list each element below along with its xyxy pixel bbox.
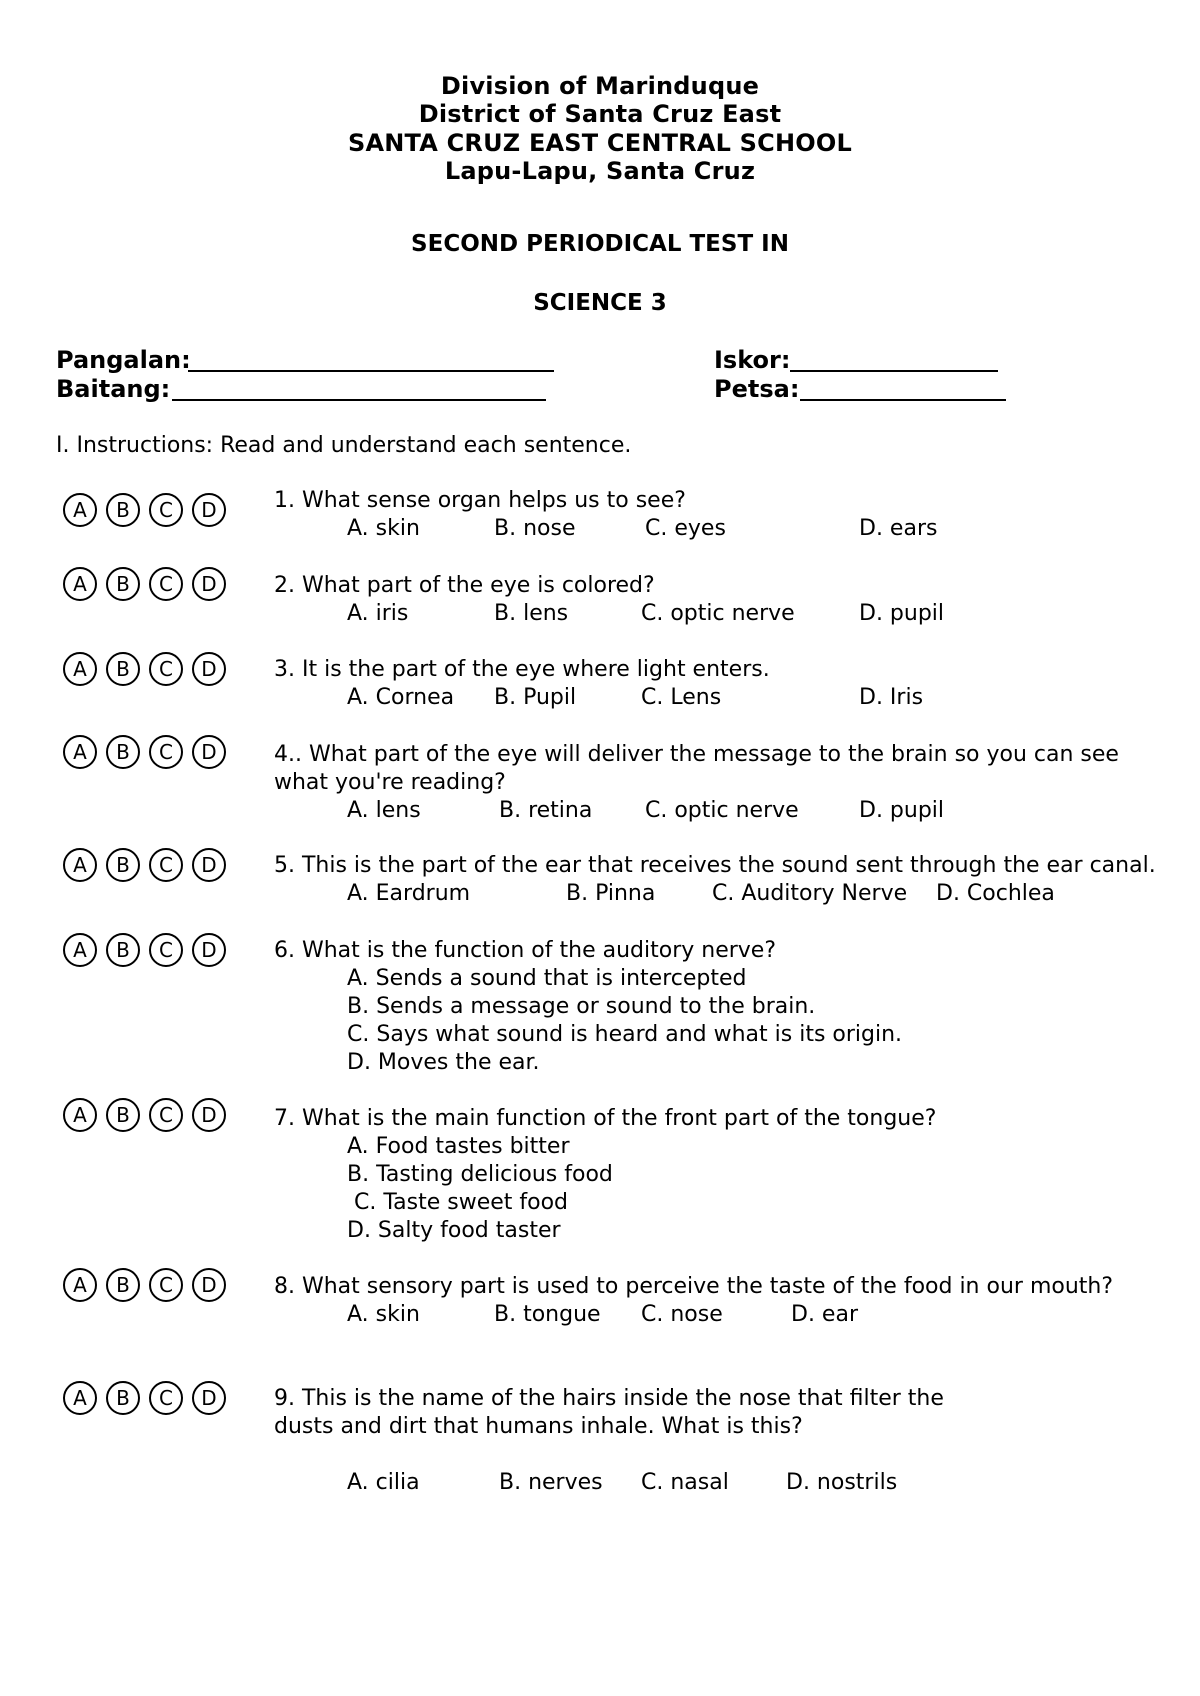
- bubble-d[interactable]: D: [192, 567, 226, 601]
- school-name: SANTA CRUZ EAST CENTRAL SCHOOL: [348, 129, 852, 157]
- bubble-b[interactable]: B: [106, 1098, 140, 1132]
- question-9-text-line1: 9. This is the name of the hairs inside the nose that filter the: [274, 1386, 944, 1411]
- answer-bubbles-q1: [63, 493, 226, 527]
- q2-choice-d: D. pupil: [859, 601, 945, 626]
- question-4-text: 4.. What part of the eye will deliver the message to the brain so you can see what you're reading?: [274, 742, 1119, 795]
- bubble-a[interactable]: A: [63, 1381, 97, 1415]
- answer-bubbles-q8: [63, 1268, 226, 1302]
- bubble-a[interactable]: A: [63, 1268, 97, 1302]
- bubble-b[interactable]: B: [106, 1268, 140, 1302]
- question-1-text: 1. What sense organ helps us to see?: [274, 488, 686, 513]
- bubble-a[interactable]: A: [63, 933, 97, 967]
- q7-choice-d: D. Salty food taster: [347, 1218, 561, 1243]
- division-name: Division of Marinduque: [440, 72, 760, 100]
- q5-choice-b: B. Pinna: [566, 881, 656, 906]
- bubble-d[interactable]: D: [192, 1268, 226, 1302]
- q5-choice-c: C. Auditory Nerve: [712, 881, 908, 906]
- question-3-text: 3. It is the part of the eye where light enters.: [274, 657, 770, 682]
- bubble-b[interactable]: B: [106, 567, 140, 601]
- district-name: District of Santa Cruz East: [418, 100, 782, 128]
- bubble-a[interactable]: A: [63, 493, 97, 527]
- q7-choice-b: B. Tasting delicious food: [347, 1162, 613, 1187]
- bubble-d[interactable]: D: [192, 1381, 226, 1415]
- question-2-text: 2. What part of the eye is colored?: [274, 573, 655, 598]
- q4-choice-b: B. retina: [499, 798, 593, 823]
- bubble-a[interactable]: A: [63, 1098, 97, 1132]
- q3-choice-c: C. Lens: [641, 685, 722, 710]
- bubble-b[interactable]: B: [106, 1381, 140, 1415]
- answer-bubbles-q5: [63, 848, 226, 882]
- answer-bubbles-q7: [63, 1098, 226, 1132]
- bubble-d[interactable]: D: [192, 652, 226, 686]
- test-subject: SCIENCE 3: [533, 290, 667, 316]
- q9-choice-a: A. cilia: [347, 1470, 420, 1495]
- q2-choice-c: C. optic nerve: [641, 601, 795, 626]
- q7-choice-c: C. Taste sweet food: [354, 1190, 569, 1215]
- q6-choice-a: A. Sends a sound that is intercepted: [347, 966, 747, 991]
- q3-choice-d: D. Iris: [859, 685, 924, 710]
- q5-choice-d: D. Cochlea: [936, 881, 1055, 906]
- bubble-c[interactable]: C: [149, 735, 183, 769]
- bubble-d[interactable]: D: [192, 735, 226, 769]
- bubble-b[interactable]: B: [106, 933, 140, 967]
- answer-bubbles-q9: [63, 1381, 226, 1415]
- q3-choice-b: B. Pupil: [494, 685, 577, 710]
- answer-bubbles-q2: [63, 567, 226, 601]
- date-label: Petsa:: [714, 375, 800, 403]
- score-blank[interactable]: [790, 370, 998, 372]
- bubble-b[interactable]: B: [106, 493, 140, 527]
- bubble-c[interactable]: C: [149, 1381, 183, 1415]
- answer-bubbles-q3: [63, 652, 226, 686]
- test-title: SECOND PERIODICAL TEST IN: [411, 231, 789, 257]
- bubble-a[interactable]: A: [63, 735, 97, 769]
- q1-choice-b: B. nose: [494, 516, 576, 541]
- bubble-a[interactable]: A: [63, 652, 97, 686]
- school-address: Lapu-Lapu, Santa Cruz: [444, 157, 756, 185]
- instructions: I. Instructions: Read and understand each sentence.: [56, 433, 632, 458]
- name-label: Pangalan:: [56, 346, 191, 374]
- name-blank[interactable]: [188, 370, 554, 372]
- bubble-d[interactable]: D: [192, 848, 226, 882]
- q9-choice-d: D. nostrils: [786, 1470, 898, 1495]
- q8-choice-c: C. nose: [641, 1302, 723, 1327]
- q6-choice-c: C. Says what sound is heard and what is its origin.: [347, 1022, 903, 1047]
- answer-bubbles-q4: [63, 735, 226, 769]
- q2-choice-b: B. lens: [494, 601, 569, 626]
- q1-choice-d: D. ears: [859, 516, 938, 541]
- q4-choice-d: D. pupil: [859, 798, 945, 823]
- q4-choice-a: A. lens: [347, 798, 421, 823]
- bubble-c[interactable]: C: [149, 933, 183, 967]
- q8-choice-b: B. tongue: [494, 1302, 601, 1327]
- q6-choice-b: B. Sends a message or sound to the brain.: [347, 994, 816, 1019]
- q5-choice-a: A. Eardrum: [347, 881, 471, 906]
- answer-bubbles-q6: [63, 933, 226, 967]
- bubble-c[interactable]: C: [149, 493, 183, 527]
- q3-choice-a: A. Cornea: [347, 685, 455, 710]
- grade-label: Baitang:: [56, 375, 171, 403]
- q8-choice-d: D. ear: [791, 1302, 858, 1327]
- bubble-b[interactable]: B: [106, 735, 140, 769]
- score-label: Iskor:: [714, 346, 791, 374]
- bubble-d[interactable]: D: [192, 493, 226, 527]
- bubble-b[interactable]: B: [106, 848, 140, 882]
- question-5-text: 5. This is the part of the ear that receives the sound sent through the ear canal.: [274, 853, 1156, 878]
- question-6-text: 6. What is the function of the auditory nerve?: [274, 938, 777, 963]
- bubble-b[interactable]: B: [106, 652, 140, 686]
- q1-choice-a: A. skin: [347, 516, 420, 541]
- bubble-c[interactable]: C: [149, 652, 183, 686]
- q7-choice-a: A. Food tastes bitter: [347, 1134, 570, 1159]
- q9-choice-b: B. nerves: [499, 1470, 603, 1495]
- q6-choice-d: D. Moves the ear.: [347, 1050, 540, 1075]
- bubble-c[interactable]: C: [149, 848, 183, 882]
- bubble-c[interactable]: C: [149, 1098, 183, 1132]
- q4-choice-c: C. optic nerve: [645, 798, 799, 823]
- q8-choice-a: A. skin: [347, 1302, 420, 1327]
- q2-choice-a: A. iris: [347, 601, 409, 626]
- question-7-text: 7. What is the main function of the front part of the tongue?: [274, 1106, 937, 1131]
- bubble-a[interactable]: A: [63, 567, 97, 601]
- grade-blank[interactable]: [172, 399, 546, 401]
- question-8-text: 8. What sensory part is used to perceive the taste of the food in our mouth?: [274, 1274, 1114, 1299]
- bubble-d[interactable]: D: [192, 1098, 226, 1132]
- date-blank[interactable]: [800, 399, 1006, 401]
- bubble-d[interactable]: D: [192, 933, 226, 967]
- bubble-c[interactable]: C: [149, 1268, 183, 1302]
- bubble-a[interactable]: A: [63, 848, 97, 882]
- bubble-c[interactable]: C: [149, 567, 183, 601]
- q9-choice-c: C. nasal: [641, 1470, 729, 1495]
- q1-choice-c: C. eyes: [645, 516, 726, 541]
- question-9-text-line2: dusts and dirt that humans inhale. What is this?: [274, 1414, 803, 1439]
